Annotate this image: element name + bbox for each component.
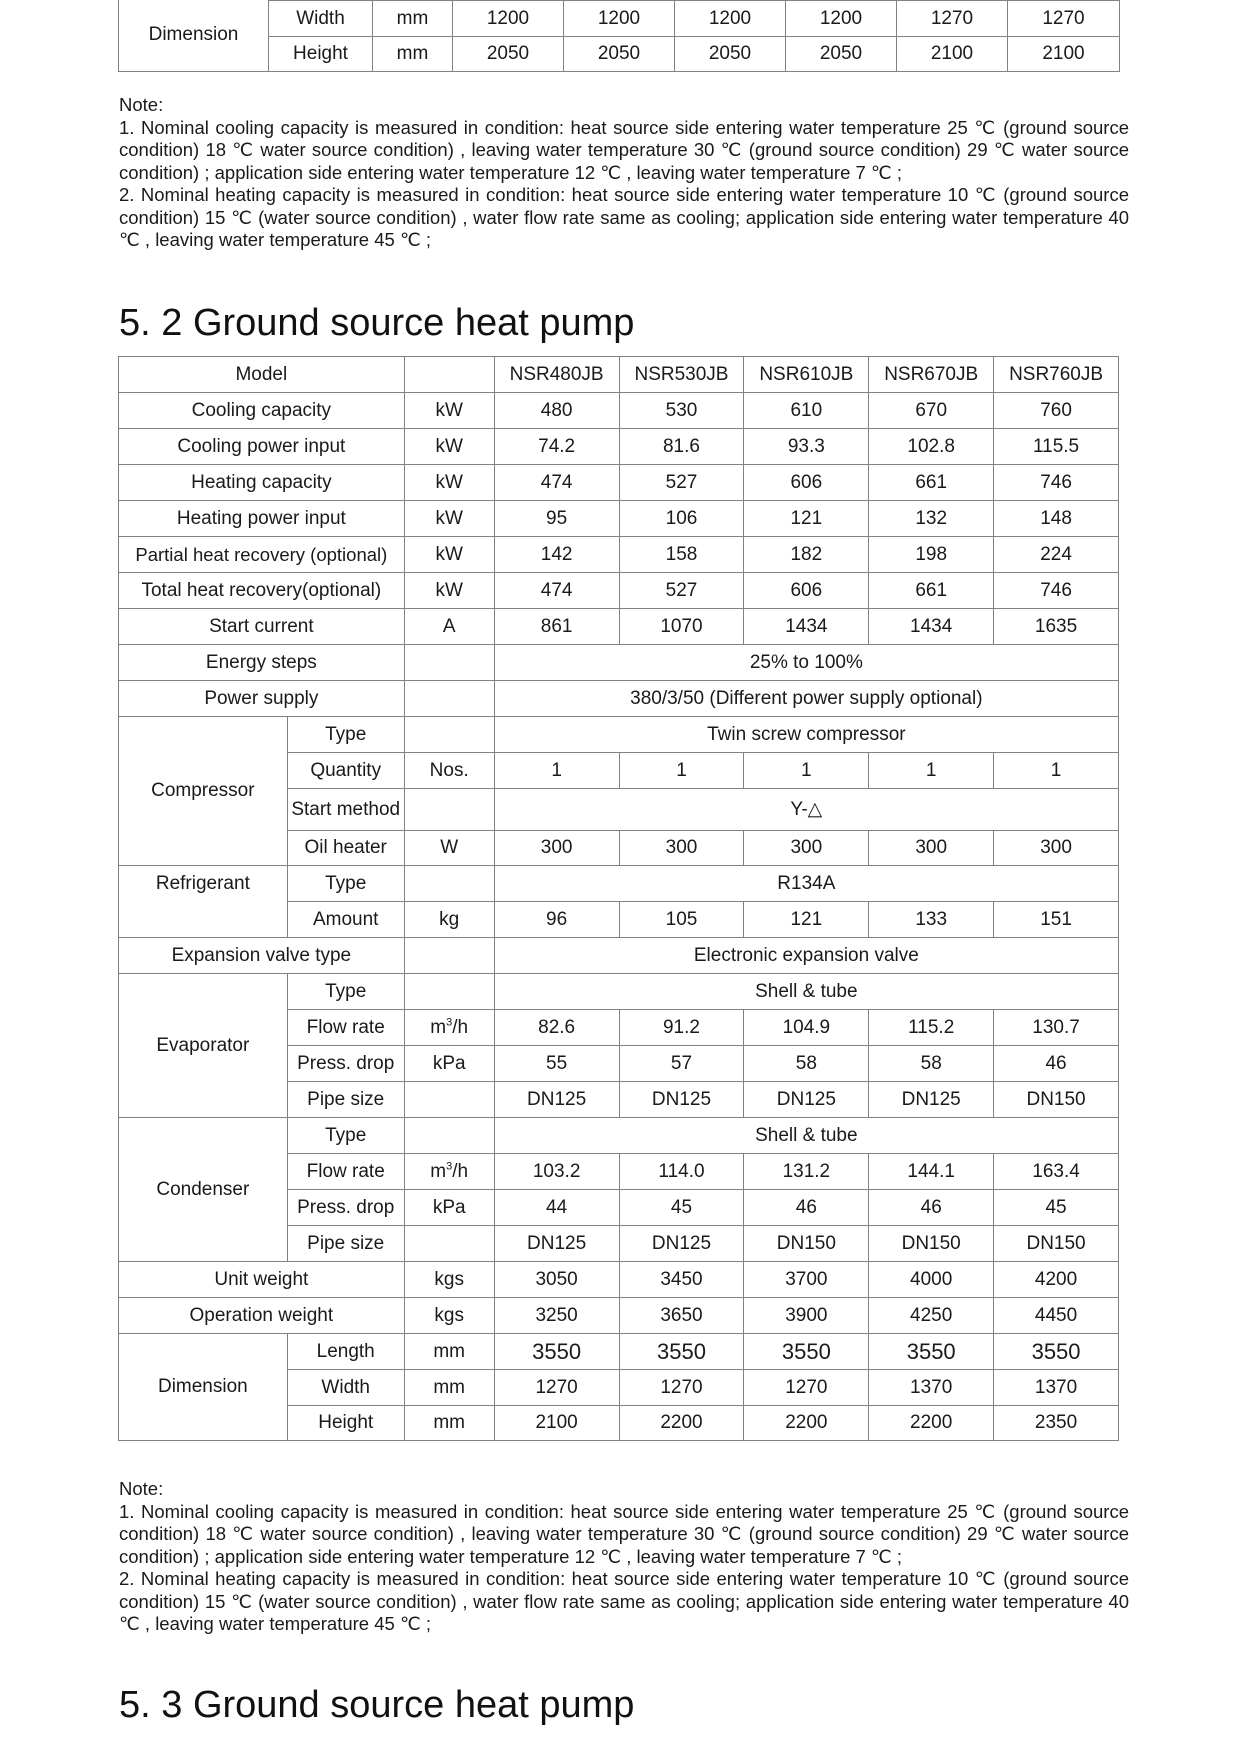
note-item-2: 2. Nominal heating capacity is measured in condition: heat source side entering water temperature 10 ℃ (ground source condition) 15 ℃ (water source condition) , water flow rate same as cooling; application side entering water temperature 40 ℃ , leaving water temperature 45 ℃ ;	[119, 184, 1129, 250]
cell: 1370	[869, 1370, 994, 1406]
section-heading: 5. 3 Ground source heat pump	[119, 1684, 635, 1726]
table-row	[119, 537, 1119, 573]
cell: 121	[744, 501, 869, 537]
cell: 300	[619, 831, 744, 866]
unit-cell	[404, 1154, 494, 1190]
cell: 224	[994, 537, 1119, 573]
unit-cell: kW	[404, 465, 494, 501]
sub-label: Pipe size	[287, 1226, 404, 1262]
cell: 1200	[786, 1, 897, 37]
cell: 45	[619, 1190, 744, 1226]
model-name: NSR480JB	[494, 357, 619, 393]
cell: 4000	[869, 1262, 994, 1298]
cell: 96	[494, 902, 619, 938]
table-row	[119, 974, 1119, 1010]
cell: 130.7	[994, 1010, 1119, 1046]
cell: 2200	[869, 1406, 994, 1441]
cell: 104.9	[744, 1010, 869, 1046]
row-label: Energy steps	[119, 645, 405, 681]
cell: DN125	[619, 1082, 744, 1118]
unit-cell	[404, 717, 494, 753]
table-row	[119, 465, 1119, 501]
unit-cell: kgs	[404, 1298, 494, 1334]
row-label: Expansion valve type	[119, 938, 405, 974]
cell: 82.6	[494, 1010, 619, 1046]
cell: 74.2	[494, 429, 619, 465]
cell: 131.2	[744, 1154, 869, 1190]
table-row	[119, 1334, 1119, 1370]
cell: 474	[494, 465, 619, 501]
width-unit: mm	[373, 1, 453, 37]
sub-label: Press. drop	[287, 1046, 404, 1082]
cell: 142	[494, 537, 619, 573]
table-row	[119, 645, 1119, 681]
previous-spec-table-fragment	[118, 0, 1120, 72]
model-name: NSR760JB	[994, 357, 1119, 393]
merged-value: Twin screw compressor	[494, 717, 1118, 753]
sub-label: Oil heater	[287, 831, 404, 866]
cell: 198	[869, 537, 994, 573]
sub-label: Height	[287, 1406, 404, 1441]
sub-label: Quantity	[287, 753, 404, 789]
cell: 1	[869, 753, 994, 789]
row-label: Start current	[119, 609, 405, 645]
cell: 46	[994, 1046, 1119, 1082]
width-label: Width	[269, 1, 373, 37]
cell: 3700	[744, 1262, 869, 1298]
unit-cell: A	[404, 609, 494, 645]
cell: 2100	[1008, 37, 1120, 72]
group-label: Dimension	[119, 1334, 288, 1441]
cell: DN150	[744, 1226, 869, 1262]
cell: 95	[494, 501, 619, 537]
model-label: Model	[119, 357, 405, 393]
cell: 3650	[619, 1298, 744, 1334]
cell	[119, 902, 288, 938]
unit-cell: kW	[404, 429, 494, 465]
cell: 1	[494, 753, 619, 789]
cell: 115.2	[869, 1010, 994, 1046]
unit-cell	[404, 938, 494, 974]
cell: 480	[494, 393, 619, 429]
cell: 1200	[675, 1, 786, 37]
cell: 2200	[744, 1406, 869, 1441]
unit-cell	[404, 789, 494, 831]
cell: 106	[619, 501, 744, 537]
cell: 4200	[994, 1262, 1119, 1298]
cell: DN125	[494, 1226, 619, 1262]
cell: DN150	[869, 1226, 994, 1262]
row-label: Total heat recovery(optional)	[119, 573, 405, 609]
cell: 133	[869, 902, 994, 938]
unit-cell: kg	[404, 902, 494, 938]
unit-cell	[404, 681, 494, 717]
row-label: Heating power input	[119, 501, 405, 537]
sub-label: Start method	[287, 789, 404, 831]
table-row	[119, 357, 1119, 393]
height-label: Height	[269, 37, 373, 72]
unit-cell	[404, 1082, 494, 1118]
unit-cell: kPa	[404, 1046, 494, 1082]
table-row	[119, 1, 1120, 37]
cell: 2050	[453, 37, 564, 72]
table-row	[119, 429, 1119, 465]
unit-cell	[404, 866, 494, 902]
cell: 1200	[453, 1, 564, 37]
cell: 3550	[494, 1334, 619, 1370]
cell: 121	[744, 902, 869, 938]
cell: 1	[744, 753, 869, 789]
merged-value: Shell & tube	[494, 974, 1118, 1010]
sub-label: Amount	[287, 902, 404, 938]
unit-cell: kW	[404, 501, 494, 537]
cell: 300	[494, 831, 619, 866]
note-block-1	[119, 94, 1129, 252]
cell: DN125	[869, 1082, 994, 1118]
cell: DN125	[619, 1226, 744, 1262]
unit-cell: kgs	[404, 1262, 494, 1298]
row-label: Cooling capacity	[119, 393, 405, 429]
cell: DN150	[994, 1082, 1119, 1118]
cell: 1270	[619, 1370, 744, 1406]
cell: 1200	[564, 1, 675, 37]
sub-label: Flow rate	[287, 1010, 404, 1046]
cell: 151	[994, 902, 1119, 938]
row-label: Heating capacity	[119, 465, 405, 501]
cell: 3900	[744, 1298, 869, 1334]
unit-superscript: 3	[446, 1160, 453, 1173]
cell: 606	[744, 465, 869, 501]
cell: 2050	[786, 37, 897, 72]
cell: 81.6	[619, 429, 744, 465]
cell: 610	[744, 393, 869, 429]
height-unit: mm	[373, 37, 453, 72]
cell: 158	[619, 537, 744, 573]
cell: 3550	[619, 1334, 744, 1370]
unit-base: m	[430, 1016, 447, 1038]
cell: 670	[869, 393, 994, 429]
cell: 1270	[494, 1370, 619, 1406]
cell	[404, 357, 494, 393]
cell: 115.5	[994, 429, 1119, 465]
table-row	[119, 1262, 1119, 1298]
group-label: Refrigerant	[119, 866, 288, 902]
cell: 144.1	[869, 1154, 994, 1190]
group-label: Condenser	[119, 1118, 288, 1262]
cell: 1370	[994, 1370, 1119, 1406]
cell: 1434	[744, 609, 869, 645]
table-row	[119, 393, 1119, 429]
table-row	[119, 573, 1119, 609]
cell: 1	[619, 753, 744, 789]
merged-value: R134A	[494, 866, 1118, 902]
cell: 3450	[619, 1262, 744, 1298]
table-row	[119, 37, 1120, 72]
cell: 45	[994, 1190, 1119, 1226]
cell: 132	[869, 501, 994, 537]
cell: 114.0	[619, 1154, 744, 1190]
cell: 530	[619, 393, 744, 429]
unit-tail: /h	[452, 1016, 469, 1038]
cell: 182	[744, 537, 869, 573]
unit-cell: kW	[404, 393, 494, 429]
unit-cell: mm	[404, 1334, 494, 1370]
cell: 661	[869, 465, 994, 501]
unit-cell: kPa	[404, 1190, 494, 1226]
row-label: Partial heat recovery (optional)	[119, 537, 405, 573]
unit-cell: mm	[404, 1370, 494, 1406]
cell: 58	[869, 1046, 994, 1082]
cell: 3550	[994, 1334, 1119, 1370]
unit-cell: W	[404, 831, 494, 866]
cell: 1070	[619, 609, 744, 645]
table-row	[119, 609, 1119, 645]
sub-label: Length	[287, 1334, 404, 1370]
cell: 3550	[869, 1334, 994, 1370]
sub-label: Type	[287, 717, 404, 753]
cell: 606	[744, 573, 869, 609]
cell: 103.2	[494, 1154, 619, 1190]
cell: 57	[619, 1046, 744, 1082]
cell: 300	[994, 831, 1119, 866]
unit-base: m	[430, 1160, 447, 1182]
cell: 4450	[994, 1298, 1119, 1334]
cell: 2100	[494, 1406, 619, 1441]
table-row	[119, 866, 1119, 902]
row-label: Cooling power input	[119, 429, 405, 465]
row-label: Operation weight	[119, 1298, 405, 1334]
table-row	[119, 902, 1119, 938]
table-row	[119, 717, 1119, 753]
cell: 1270	[897, 1, 1008, 37]
sub-label: Flow rate	[287, 1154, 404, 1190]
cell: 102.8	[869, 429, 994, 465]
note-item-1: 1. Nominal cooling capacity is measured in condition: heat source side entering water temperature 25 ℃ (ground source condition) 18 ℃ water source condition) , leaving water temperature 30 ℃ (ground source condition) 29 ℃ water source condition) ; application side entering water temperature 12 ℃ , leaving water temperature 7 ℃ ;	[119, 116, 1129, 183]
cell: 661	[869, 573, 994, 609]
sub-label: Type	[287, 974, 404, 1010]
unit-cell	[404, 1118, 494, 1154]
table-row	[119, 938, 1119, 974]
cell: 746	[994, 573, 1119, 609]
group-label: Compressor	[119, 717, 288, 866]
cell: 1270	[744, 1370, 869, 1406]
cell: 861	[494, 609, 619, 645]
unit-cell: Nos.	[404, 753, 494, 789]
merged-value: Shell & tube	[494, 1118, 1118, 1154]
unit-cell: kW	[404, 537, 494, 573]
unit-cell	[404, 1226, 494, 1262]
cell: 2050	[675, 37, 786, 72]
cell: 58	[744, 1046, 869, 1082]
note-item-2: 2. Nominal heating capacity is measured in condition: heat source side entering water temperature 10 ℃ (ground source condition) 15 ℃ (water source condition) , water flow rate same as cooling; application side entering water temperature 40 ℃ , leaving water temperature 45 ℃ ;	[119, 1568, 1129, 1634]
note-item-1: 1. Nominal cooling capacity is measured in condition: heat source side entering water temperature 25 ℃ (ground source condition) 18 ℃ water source condition) , leaving water temperature 30 ℃ (ground source condition) 29 ℃ water source condition) ; application side entering water temperature 12 ℃ , leaving water temperature 7 ℃ ;	[119, 1500, 1129, 1567]
unit-cell: kW	[404, 573, 494, 609]
cell: 300	[869, 831, 994, 866]
merged-value: 380/3/50 (Different power supply optional)	[494, 681, 1118, 717]
cell: 1635	[994, 609, 1119, 645]
cell: 1	[994, 753, 1119, 789]
cell: 2050	[564, 37, 675, 72]
note-title: Note:	[119, 94, 164, 115]
cell: 4250	[869, 1298, 994, 1334]
row-label: Unit weight	[119, 1262, 405, 1298]
cell: DN125	[494, 1082, 619, 1118]
unit-tail: /h	[452, 1160, 469, 1182]
merged-value: Electronic expansion valve	[494, 938, 1118, 974]
group-label: Evaporator	[119, 974, 288, 1118]
model-name: NSR530JB	[619, 357, 744, 393]
cell: 2200	[619, 1406, 744, 1441]
merged-value: Y-△	[494, 789, 1118, 831]
note-block-2	[119, 1478, 1129, 1636]
row-label: Power supply	[119, 681, 405, 717]
cell: 46	[744, 1190, 869, 1226]
cell: 746	[994, 465, 1119, 501]
cell: 163.4	[994, 1154, 1119, 1190]
cell: 105	[619, 902, 744, 938]
cell: 300	[744, 831, 869, 866]
cell: 1434	[869, 609, 994, 645]
cell: 91.2	[619, 1010, 744, 1046]
unit-cell	[404, 1010, 494, 1046]
cell: 93.3	[744, 429, 869, 465]
note-title: Note:	[119, 1478, 164, 1499]
sub-label: Width	[287, 1370, 404, 1406]
cell: 55	[494, 1046, 619, 1082]
table-row	[119, 1298, 1119, 1334]
model-name: NSR610JB	[744, 357, 869, 393]
cell: 527	[619, 573, 744, 609]
sub-label: Type	[287, 1118, 404, 1154]
model-name: NSR670JB	[869, 357, 994, 393]
sub-label: Press. drop	[287, 1190, 404, 1226]
table-row	[119, 1118, 1119, 1154]
spec-table	[118, 356, 1119, 1441]
cell: 46	[869, 1190, 994, 1226]
cell: 1270	[1008, 1, 1120, 37]
unit-cell	[404, 645, 494, 681]
cell: 2100	[897, 37, 1008, 72]
cell: 474	[494, 573, 619, 609]
cell: 44	[494, 1190, 619, 1226]
sub-label: Pipe size	[287, 1082, 404, 1118]
cell: 3050	[494, 1262, 619, 1298]
table-row	[119, 681, 1119, 717]
section-heading: 5. 2 Ground source heat pump	[119, 302, 635, 344]
sub-label: Type	[287, 866, 404, 902]
merged-value: 25% to 100%	[494, 645, 1118, 681]
cell: 2350	[994, 1406, 1119, 1441]
unit-superscript: 3	[446, 1016, 453, 1029]
cell: 148	[994, 501, 1119, 537]
unit-cell	[404, 974, 494, 1010]
cell: DN125	[744, 1082, 869, 1118]
dimension-label: Dimension	[119, 0, 269, 72]
cell: DN150	[994, 1226, 1119, 1262]
cell: 3550	[744, 1334, 869, 1370]
table-row	[119, 501, 1119, 537]
cell: 527	[619, 465, 744, 501]
cell: 760	[994, 393, 1119, 429]
cell: 3250	[494, 1298, 619, 1334]
unit-cell: mm	[404, 1406, 494, 1441]
